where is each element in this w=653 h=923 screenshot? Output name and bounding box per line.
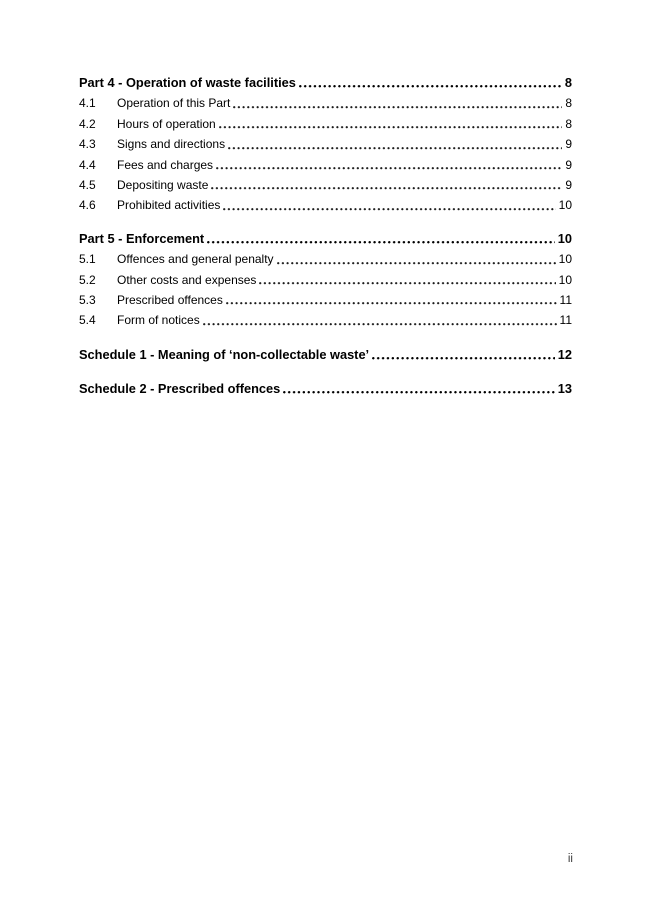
dot-leader xyxy=(223,195,555,215)
table-of-contents xyxy=(79,73,572,399)
toc-item-number: 5.1 xyxy=(79,252,96,267)
toc-item-4-2[interactable] xyxy=(79,114,572,134)
toc-item-number: 4.6 xyxy=(79,198,96,213)
toc-item-4-3[interactable] xyxy=(79,134,572,154)
dot-leader xyxy=(216,155,562,175)
toc-heading-schedule-1[interactable] xyxy=(79,345,572,365)
toc-item-label: Fees and charges xyxy=(117,157,214,172)
toc-heading-part-4[interactable] xyxy=(79,73,572,93)
page-ref: 10 xyxy=(557,230,572,246)
dot-leader xyxy=(203,310,557,330)
toc-item-label: Operation of this Part xyxy=(117,96,231,111)
toc-heading-label: Part 4 - Operation of waste facilities xyxy=(79,75,296,90)
dot-leader xyxy=(207,229,555,249)
toc-item-5-3[interactable] xyxy=(79,290,572,310)
toc-item-label: Offences and general penalty xyxy=(117,252,274,267)
dot-leader xyxy=(219,114,563,134)
footer-page-number: ii xyxy=(567,853,573,865)
dot-leader xyxy=(233,93,562,113)
toc-item-4-4[interactable] xyxy=(79,155,572,175)
toc-item-label: Other costs and expenses xyxy=(117,272,257,287)
toc-item-4-1[interactable] xyxy=(79,93,572,113)
toc-heading-label: Schedule 2 - Prescribed offences xyxy=(79,381,281,397)
toc-heading-label: Part 5 - Enforcement xyxy=(79,230,205,246)
toc-item-number: 4.4 xyxy=(79,157,96,172)
toc-item-number: 4.3 xyxy=(79,137,96,152)
toc-heading-part-5[interactable] xyxy=(79,229,572,249)
page-ref: 9 xyxy=(565,177,572,192)
page-ref: 10 xyxy=(558,272,572,287)
page-ref: 13 xyxy=(557,381,572,397)
toc-item-number: 4.1 xyxy=(79,96,96,111)
toc-item-5-4[interactable] xyxy=(79,310,572,330)
toc-item-4-5[interactable] xyxy=(79,175,572,195)
page-ref: 11 xyxy=(559,313,572,328)
page-ref: 8 xyxy=(565,116,572,131)
dot-leader xyxy=(372,345,555,365)
page-ref: 11 xyxy=(559,292,572,307)
toc-heading-label: Schedule 1 - Meaning of ‘non-collectable waste’ xyxy=(79,346,370,362)
toc-item-number: 5.2 xyxy=(79,272,96,287)
page-ref: 10 xyxy=(558,198,572,213)
toc-item-5-2[interactable] xyxy=(79,270,572,290)
toc-item-label: Depositing waste xyxy=(117,177,209,192)
toc-item-5-1[interactable] xyxy=(79,249,572,269)
page-ref: 9 xyxy=(565,157,572,172)
toc-item-label: Signs and directions xyxy=(117,137,226,152)
dot-leader xyxy=(259,270,555,290)
toc-item-number: 5.3 xyxy=(79,292,96,307)
toc-heading-schedule-2[interactable] xyxy=(79,379,572,399)
page-ref: 8 xyxy=(564,75,572,90)
toc-item-label: Prescribed offences xyxy=(117,292,223,307)
dot-leader xyxy=(211,175,562,195)
dot-leader xyxy=(277,249,556,269)
toc-item-4-6[interactable] xyxy=(79,195,572,215)
page-ref: 9 xyxy=(565,137,572,152)
toc-item-number: 4.5 xyxy=(79,177,96,192)
dot-leader xyxy=(226,290,557,310)
toc-item-number: 5.4 xyxy=(79,313,96,328)
dot-leader xyxy=(228,134,562,154)
page-ref: 10 xyxy=(558,252,572,267)
dot-leader xyxy=(283,379,554,399)
toc-item-label: Prohibited activities xyxy=(117,198,221,213)
toc-item-label: Form of notices xyxy=(117,313,200,328)
dot-leader xyxy=(299,73,562,93)
toc-item-number: 4.2 xyxy=(79,116,96,131)
toc-item-label: Hours of operation xyxy=(117,116,216,131)
page-ref: 12 xyxy=(557,346,572,362)
page-ref: 8 xyxy=(565,96,572,111)
